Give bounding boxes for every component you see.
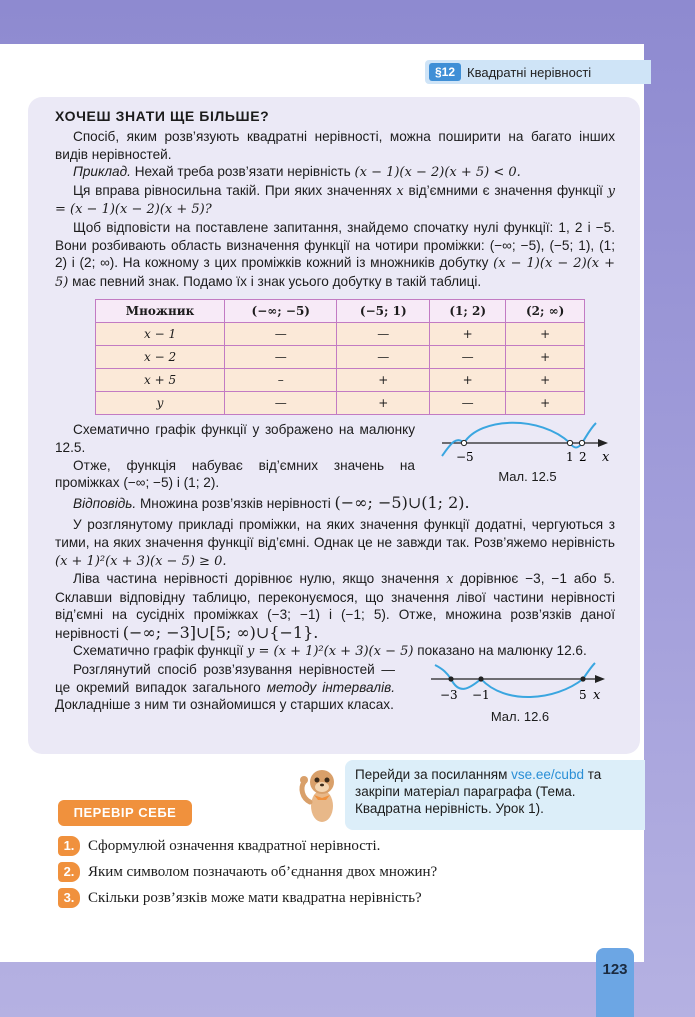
paragraph: Спосіб, яким розв’язують квадратні нерівності, можна поширити на багато інших видів нерівностей. <box>55 129 615 162</box>
table-header-cell: Множник <box>96 300 225 323</box>
table-cell: y <box>96 392 225 415</box>
table-header-cell: (2; ∞) <box>506 300 585 323</box>
table-cell: x − 1 <box>96 323 225 346</box>
table-cell: + <box>430 323 506 346</box>
table-cell: — <box>225 392 337 415</box>
table-cell: x − 2 <box>96 346 225 369</box>
axis-label: x <box>602 450 610 466</box>
table-cell: — <box>225 323 337 346</box>
table-header-cell: (−∞; −5) <box>225 300 337 323</box>
table-row <box>96 346 585 369</box>
section-number: §12 <box>429 63 461 81</box>
meerkat-mascot-icon <box>296 762 346 829</box>
question-text: Яким символом позначають об’єднання двох множин? <box>88 863 438 880</box>
question-number: 3. <box>58 888 80 908</box>
sign-table <box>95 299 585 415</box>
paragraph: У розглянутому прикладі проміжки, на яких значення функції додатні, чергуються з тими, на яких значення функції від’ємні. Однак це не завжди так. Розв’яжемо нерівність (x + 1)²(x + 3)(x − 5) ≥ 0. <box>55 517 615 569</box>
table-cell: – <box>225 369 337 392</box>
graph-block-2 <box>55 661 615 724</box>
table-cell: + <box>430 369 506 392</box>
page-number: 123 <box>596 948 634 1017</box>
paragraph: Щоб відповісти на поставлене запитання, знайдемо спочатку нулі функції: 1, 2 і −5. Вони розбивають область визначення функції на чотири проміжки: (−∞; −5), (−5; 1), (1; 2) і (2; ∞). На кожному з цих проміжків кожний із множників добутку (x − 1)(x − 2)(x + 5) має певний знак. Подамо їх і знак усього добутку в такій таблиці. <box>55 219 615 290</box>
table-row <box>96 369 585 392</box>
table-cell: + <box>337 392 430 415</box>
tick-label: −1 <box>472 688 490 703</box>
table-cell: — <box>430 346 506 369</box>
question-text: Сформулюй означення квадратної нерівності. <box>88 837 381 854</box>
question-number: 2. <box>58 862 80 882</box>
table-row <box>96 323 585 346</box>
paragraph: Ця вправа рівносильна такій. При яких значеннях x від’ємними є значення функції y = (x − 1)(x − 2)(x + 5)? <box>55 182 615 218</box>
paragraph: Ліва частина нерівності дорівнює нулю, якщо значення x дорівнює −3, −1 або 5. Склавши відповідну таблицю, переконуємося, що значення лівої частини нерівності від’ємні на сусідніх проміжках (−3; −1) і (−1; 5). Отже, множина розв’язків даної нерівності (−∞; −3]∪[5; ∞)∪{−1}. <box>55 571 615 642</box>
table-header-cell: (−5; 1) <box>337 300 430 323</box>
graph-12-5 <box>440 421 615 469</box>
question-item <box>58 862 437 882</box>
table-header-cell: (1; 2) <box>430 300 506 323</box>
axis-label: x <box>593 688 601 704</box>
table-cell: — <box>225 346 337 369</box>
graph-12-6 <box>425 661 615 709</box>
figure-caption: Мал. 12.5 <box>498 469 557 485</box>
tick-label: 1 <box>566 450 574 465</box>
online-resource-box: Перейди за посиланням vse.ee/cubd та закріпи матеріал параграфа (Тема. Квадратна нерівність. Урок 1). <box>345 760 645 830</box>
figure-12-5 <box>440 421 615 491</box>
table-cell: + <box>506 369 585 392</box>
table-cell: + <box>506 346 585 369</box>
more-content <box>55 108 615 724</box>
question-item <box>58 888 422 908</box>
figure-12-6 <box>425 661 615 724</box>
table-cell: + <box>506 392 585 415</box>
table-header-row <box>96 300 585 323</box>
answer-paragraph: Відповідь. Множина розв’язків нерівності (−∞; −5)∪(1; 2). <box>73 492 470 512</box>
paragraph: Розглянутий спосіб розв’язування нерівностей — це окремий випадок загального методу інтервалів. Докладніше з ним ти ознайомишся у старших класах. <box>55 662 395 713</box>
tick-label: 5 <box>579 688 587 703</box>
paragraph: Схематично графік функції y зображено на малюнку 12.5. <box>55 422 415 455</box>
table-cell: — <box>430 392 506 415</box>
paragraph: Приклад. Нехай треба розв’язати нерівність (x − 1)(x − 2)(x + 5) < 0. <box>73 164 521 181</box>
tick-label: −5 <box>456 450 474 465</box>
table-row <box>96 392 585 415</box>
section-header <box>425 60 651 84</box>
section-title: Квадратні нерівності <box>467 64 592 80</box>
table-cell: + <box>506 323 585 346</box>
question-number: 1. <box>58 836 80 856</box>
resource-link[interactable]: vse.ee/cubd <box>511 767 584 782</box>
tick-label: −3 <box>440 688 458 703</box>
paragraph: Отже, функція набуває від’ємних значень на проміжках (−∞; −5) і (1; 2). <box>55 457 415 491</box>
table-cell: + <box>337 369 430 392</box>
figure-caption: Мал. 12.6 <box>490 709 550 725</box>
question-text: Скільки розв’язків може мати квадратна нерівність? <box>88 889 422 906</box>
check-yourself-badge: ПЕРЕВІР СЕБЕ <box>58 800 192 826</box>
tick-label: 2 <box>579 450 587 465</box>
graph-block-1 <box>55 421 615 491</box>
table-cell: — <box>337 323 430 346</box>
paragraph: Схематично графік функції y = (x + 1)²(x + 3)(x − 5) показано на малюнку 12.6. <box>73 643 587 660</box>
question-item <box>58 836 380 856</box>
table-cell: x + 5 <box>96 369 225 392</box>
more-heading: ХОЧЕШ ЗНАТИ ЩЕ БІЛЬШЕ? <box>55 108 270 124</box>
table-cell: — <box>337 346 430 369</box>
